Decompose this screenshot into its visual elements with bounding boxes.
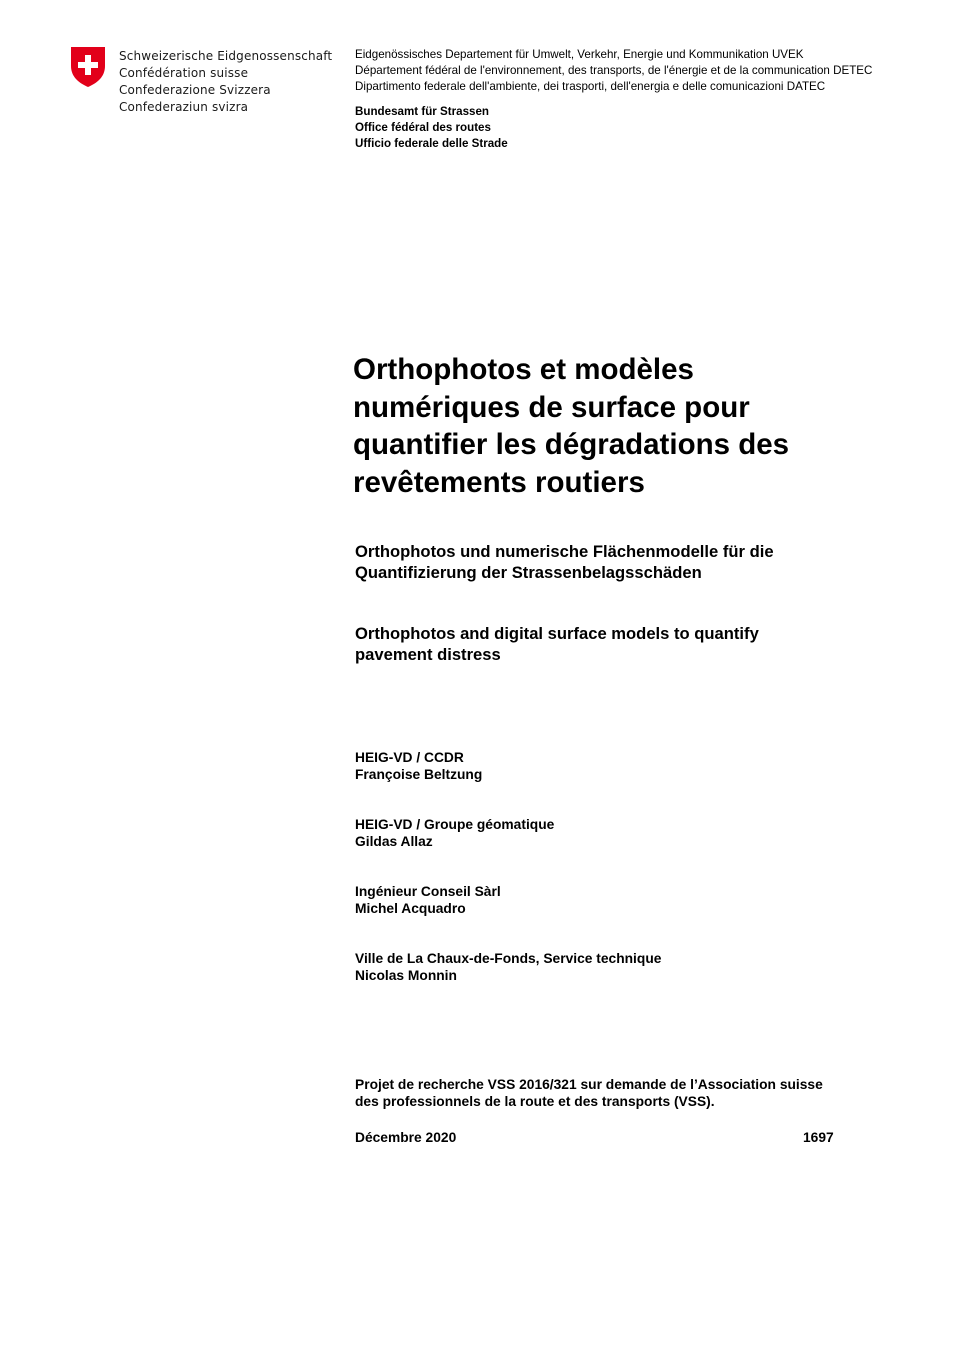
author-affiliation: HEIG-VD / Groupe géomatique: [355, 817, 555, 832]
department-name-de: Eidgenössisches Departement für Umwelt, Verkehr, Energie und Kommunikation UVEK: [355, 48, 804, 61]
report-title-de-line: Orthophotos und numerische Flächenmodelle für die: [355, 542, 774, 561]
report-title-de: [355, 541, 915, 583]
swiss-cross-shield-icon: [70, 46, 106, 88]
confederation-name-de: Schweizerische Eidgenossenschaft: [119, 49, 333, 63]
author-name: Michel Acquadro: [355, 900, 466, 916]
publication-date: Décembre 2020: [355, 1130, 457, 1145]
project-description-line: des professionnels de la route et des transports (VSS).: [355, 1093, 715, 1109]
author-name: Nicolas Monnin: [355, 967, 457, 983]
report-title-fr-line: Orthophotos et modèles: [353, 353, 694, 386]
author-affiliation: Ville de La Chaux-de-Fonds, Service technique: [355, 951, 662, 966]
confederation-name-it: Confederazione Svizzera: [119, 83, 271, 97]
author-affiliation: HEIG-VD / CCDR: [355, 750, 464, 765]
author-entry: [355, 750, 482, 783]
project-description-line: Projet de recherche VSS 2016/321 sur demande de l’Association suisse: [355, 1077, 823, 1092]
report-title-de-line: Quantifizierung der Strassenbelagsschäden: [355, 563, 702, 582]
swiss-confederation-logo: [70, 46, 340, 116]
report-number: 1697: [803, 1130, 834, 1145]
project-description: [355, 1077, 823, 1110]
report-title-fr-line: numériques de surface pour: [353, 390, 750, 424]
confederation-names: [119, 48, 332, 116]
author-entry: [355, 951, 661, 984]
author-affiliation: Ingénieur Conseil Sàrl: [355, 884, 501, 899]
confederation-name-rm: Confederaziun svizra: [119, 100, 249, 114]
report-title-fr-line: revêtements routiers: [353, 465, 645, 499]
author-name: Françoise Beltzung: [355, 766, 483, 782]
office-name-it: Ufficio federale delle Strade: [355, 137, 508, 151]
report-title-fr: [353, 351, 913, 501]
department-names: [355, 47, 872, 96]
department-name-fr: Département fédéral de l'environnement, des transports, de l'énergie et de la communication DETEC: [355, 64, 873, 78]
report-title-en: [355, 623, 915, 665]
author-name: Gildas Allaz: [355, 833, 433, 849]
department-name-it: Dipartimento federale dell'ambiente, dei trasporti, dell'energia e delle comunicazioni DATEC: [355, 80, 826, 94]
report-title-en-line: pavement distress: [355, 645, 501, 664]
office-name-de: Bundesamt für Strassen: [355, 105, 490, 118]
office-name-fr: Office fédéral des routes: [355, 121, 491, 135]
confederation-name-fr: Confédération suisse: [119, 66, 249, 80]
report-title-fr-line: quantifier les dégradations des: [353, 428, 790, 461]
office-names: [355, 104, 508, 153]
report-title-en-line: Orthophotos and digital surface models to quantify: [355, 624, 759, 643]
author-entry: [355, 884, 501, 917]
author-entry: [355, 817, 554, 850]
